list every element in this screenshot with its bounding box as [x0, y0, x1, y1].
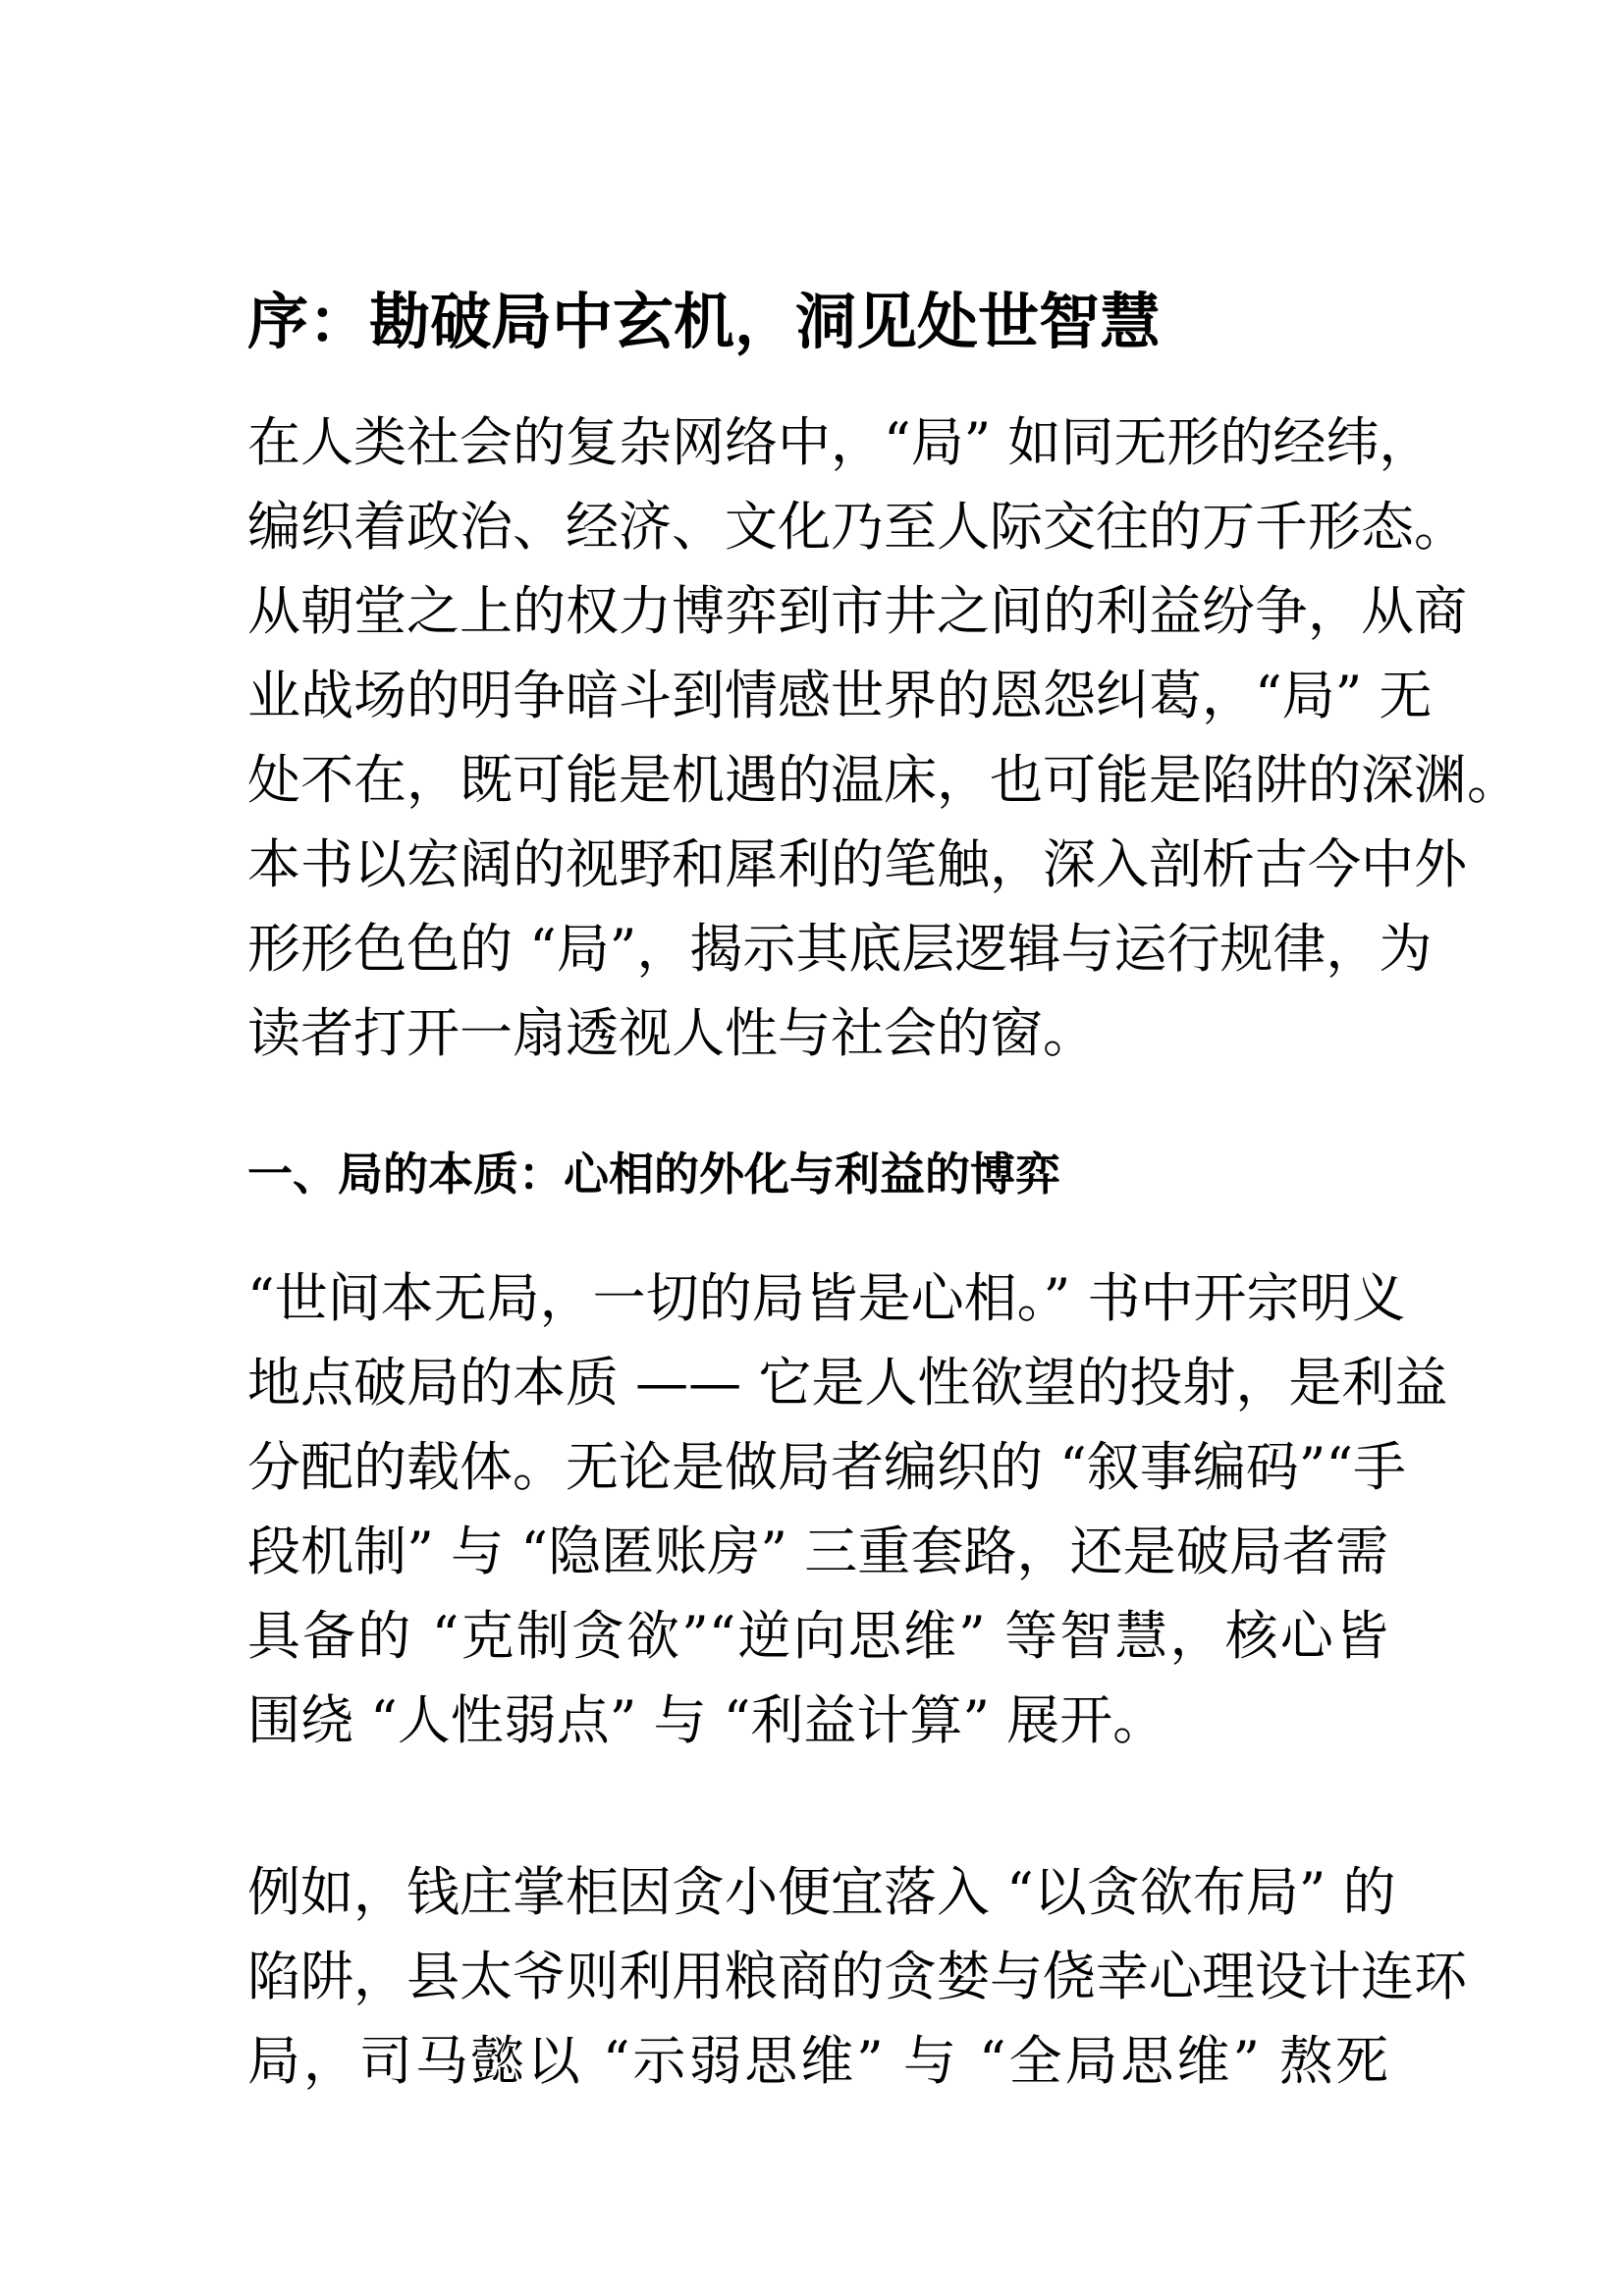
section1-paragraph-1 — [247, 1256, 1448, 1763]
text-line: 具备的 “克制贪欲”“逆向思维” 等智慧，核心皆 — [247, 1605, 1388, 1667]
text-line: 本书以宏阔的视野和犀利的笔触，深入剖析古今中外 — [247, 833, 1467, 895]
text-line: 局，司马懿以 “示弱思维” 与 “全局思维” 熬死 — [247, 2030, 1388, 2092]
text-line: 地点破局的本质 —— 它是人性欲望的投射，是利益 — [247, 1352, 1448, 1414]
document-title: 序：勘破局中玄机，洞见处世智慧 — [247, 286, 1162, 357]
text-line: 段机制” 与 “隐匿账房” 三重套路，还是破局者需 — [247, 1521, 1388, 1582]
text-line: 从朝堂之上的权力博弈到市井之间的利益纷争，从商 — [247, 580, 1467, 642]
text-line: 在人类社会的复杂网络中，“局” 如同无形的经纬， — [247, 411, 1433, 473]
text-line: 编织着政治、经济、文化乃至人际交往的万千形态。 — [247, 496, 1467, 558]
text-line: 读者打开一扇透视人性与社会的窗。 — [247, 1002, 1096, 1064]
text-line: 围绕 “人性弱点” 与 “利益计算” 展开。 — [247, 1689, 1166, 1751]
text-line: 形形色色的 “局”，揭示其底层逻辑与运行规律，为 — [247, 918, 1433, 980]
text-line: 处不在，既可能是机遇的温床，也可能是陷阱的深渊。 — [247, 749, 1520, 811]
text-line: 分配的载体。无论是做局者编织的 “叙事编码”“手 — [247, 1436, 1406, 1498]
text-line: 业战场的明争暗斗到情感世界的恩怨纠葛，“局” 无 — [247, 665, 1433, 726]
section1-paragraph-2 — [247, 1850, 1467, 2104]
section-heading: 一、局的本质：心相的外化与利益的博弈 — [247, 1148, 1060, 1201]
text-line: 陷阱，县太爷则利用粮商的贪婪与侥幸心理设计连环 — [247, 1946, 1467, 2007]
intro-paragraph — [247, 400, 1520, 1076]
text-line: 例如，钱庄掌柜因贪小便宜落入 “以贪欲布局” 的 — [247, 1861, 1396, 1923]
text-line: “世间本无局，一切的局皆是心相。” 书中开宗明义 — [247, 1267, 1406, 1329]
